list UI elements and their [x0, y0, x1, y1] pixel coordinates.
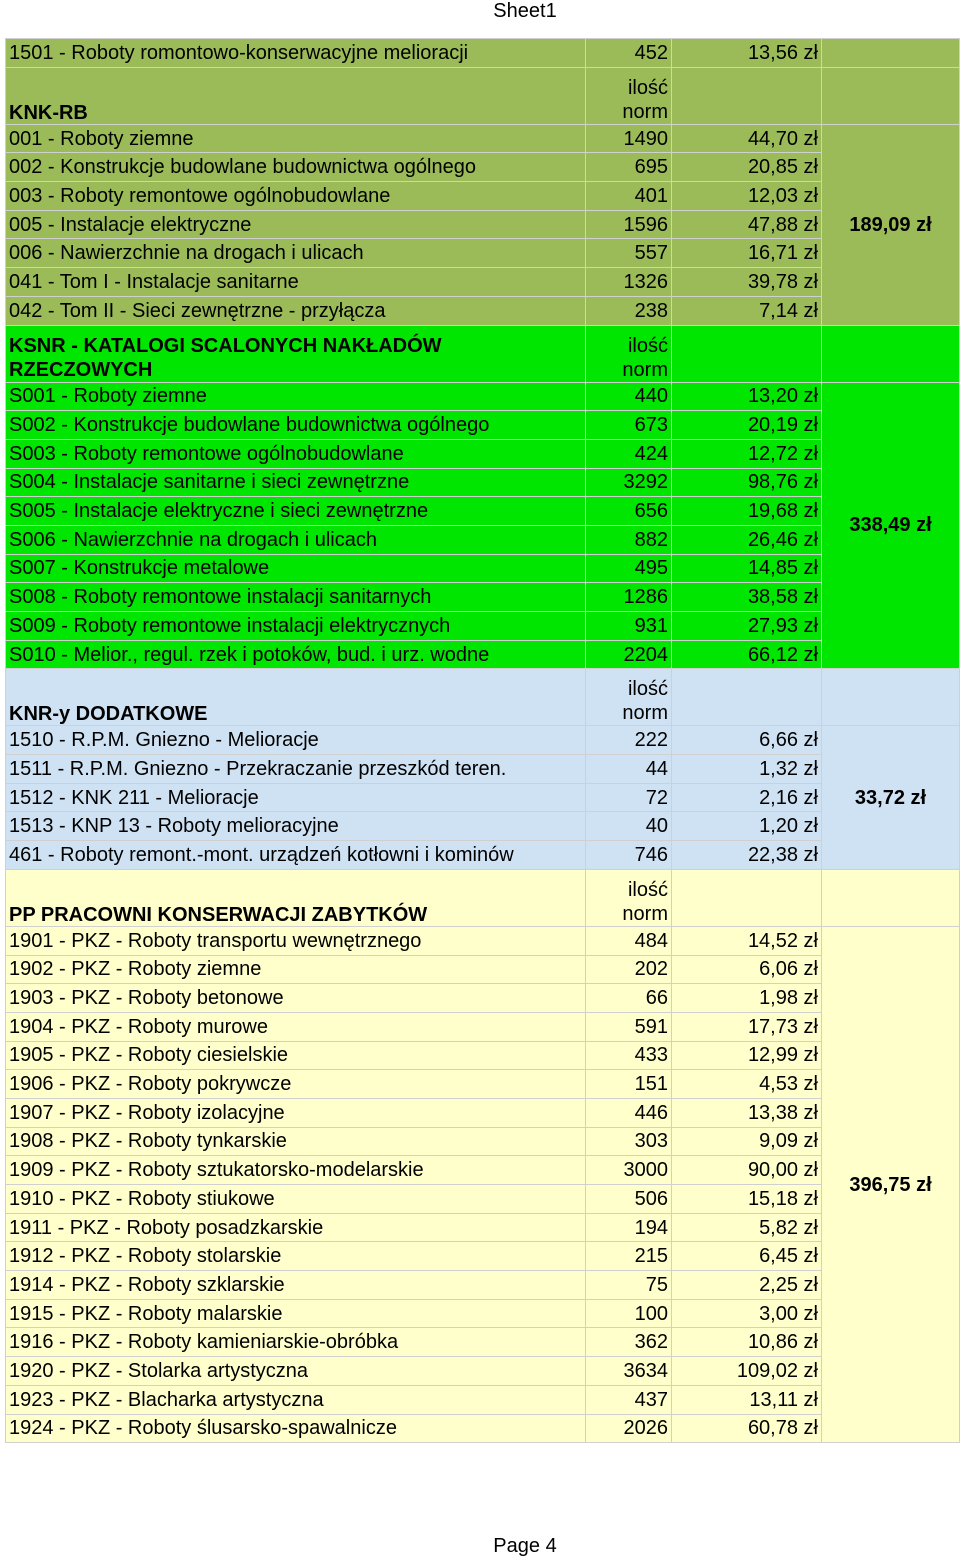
pricing-table-body — [6, 39, 960, 1443]
item-amount: 13,11 zł — [672, 1385, 822, 1414]
table-row — [6, 210, 960, 239]
item-name: 1907 - PKZ - Roboty izolacyjne — [6, 1098, 586, 1127]
item-amount: 13,38 zł — [672, 1098, 822, 1127]
group-header-row — [6, 67, 960, 124]
item-name: S005 - Instalacje elektryczne i sieci zewnętrzne — [6, 497, 586, 526]
group-title: KSNR - KATALOGI SCALONYCH NAKŁADÓW RZECZOWYCH — [6, 325, 586, 382]
item-amount: 15,18 zł — [672, 1185, 822, 1214]
item-qty: 3292 — [586, 468, 672, 497]
empty-cell — [822, 669, 960, 726]
item-amount: 1,32 zł — [672, 755, 822, 784]
item-name: 1915 - PKZ - Roboty malarskie — [6, 1299, 586, 1328]
table-row — [6, 1357, 960, 1386]
table-row — [6, 1414, 960, 1443]
qty-column-label: ilość norm — [586, 869, 672, 926]
item-name: S008 - Roboty remontowe instalacji sanitarnych — [6, 583, 586, 612]
table-row — [6, 926, 960, 955]
group-title: KNR-y DODATKOWE — [6, 669, 586, 726]
table-row — [6, 124, 960, 153]
table-row — [6, 783, 960, 812]
item-qty: 746 — [586, 841, 672, 870]
item-amount: 3,00 zł — [672, 1299, 822, 1328]
group-title: KNK-RB — [6, 67, 586, 124]
item-name: 002 - Konstrukcje budowlane budownictwa ogólnego — [6, 153, 586, 182]
item-amount: 12,99 zł — [672, 1041, 822, 1070]
item-amount: 22,38 zł — [672, 841, 822, 870]
item-name: 1901 - PKZ - Roboty transportu wewnętrznego — [6, 926, 586, 955]
item-name: 1909 - PKZ - Roboty sztukatorsko-modelarskie — [6, 1156, 586, 1185]
item-name: S009 - Roboty remontowe instalacji elektrycznych — [6, 612, 586, 641]
item-amount: 66,12 zł — [672, 640, 822, 669]
table-row — [6, 296, 960, 325]
item-qty: 433 — [586, 1041, 672, 1070]
table-row — [6, 1041, 960, 1070]
table-row — [6, 1098, 960, 1127]
table-row — [6, 39, 960, 68]
item-amount: 44,70 zł — [672, 124, 822, 153]
item-qty: 303 — [586, 1127, 672, 1156]
item-amount: 26,46 zł — [672, 525, 822, 554]
item-amount: 14,52 zł — [672, 926, 822, 955]
group-total: 338,49 zł — [822, 382, 960, 669]
item-qty: 1596 — [586, 210, 672, 239]
item-name: 1903 - PKZ - Roboty betonowe — [6, 984, 586, 1013]
empty-cell — [672, 67, 822, 124]
table-row — [6, 1213, 960, 1242]
item-amount: 60,78 zł — [672, 1414, 822, 1443]
item-qty: 424 — [586, 439, 672, 468]
item-amount: 6,66 zł — [672, 726, 822, 755]
item-name: S004 - Instalacje sanitarne i sieci zewnętrzne — [6, 468, 586, 497]
item-amount: 16,71 zł — [672, 239, 822, 268]
item-qty: 506 — [586, 1185, 672, 1214]
item-name: 1920 - PKZ - Stolarka artystyczna — [6, 1357, 586, 1386]
item-qty: 2026 — [586, 1414, 672, 1443]
item-amount: 13,56 zł — [672, 39, 822, 68]
item-qty: 100 — [586, 1299, 672, 1328]
item-qty: 215 — [586, 1242, 672, 1271]
item-amount: 2,25 zł — [672, 1271, 822, 1300]
table-row — [6, 955, 960, 984]
item-name: 1908 - PKZ - Roboty tynkarskie — [6, 1127, 586, 1156]
item-qty: 238 — [586, 296, 672, 325]
table-row — [6, 468, 960, 497]
table-row — [6, 1299, 960, 1328]
empty-cell — [822, 39, 960, 68]
table-row — [6, 583, 960, 612]
item-name: 1902 - PKZ - Roboty ziemne — [6, 955, 586, 984]
item-qty: 1490 — [586, 124, 672, 153]
item-qty: 66 — [586, 984, 672, 1013]
item-qty: 437 — [586, 1385, 672, 1414]
item-qty: 72 — [586, 783, 672, 812]
item-qty: 2204 — [586, 640, 672, 669]
item-qty: 401 — [586, 182, 672, 211]
table-row — [6, 1185, 960, 1214]
item-name: 1924 - PKZ - Roboty ślusarsko-spawalnicze — [6, 1414, 586, 1443]
item-name: 1906 - PKZ - Roboty pokrywcze — [6, 1070, 586, 1099]
item-name: S007 - Konstrukcje metalowe — [6, 554, 586, 583]
item-name: S006 - Nawierzchnie na drogach i ulicach — [6, 525, 586, 554]
empty-cell — [822, 325, 960, 382]
group-header-row — [6, 869, 960, 926]
item-name: 1916 - PKZ - Roboty kamieniarskie-obróbka — [6, 1328, 586, 1357]
item-amount: 1,20 zł — [672, 812, 822, 841]
item-qty: 452 — [586, 39, 672, 68]
item-qty: 882 — [586, 525, 672, 554]
item-qty: 3000 — [586, 1156, 672, 1185]
item-qty: 3634 — [586, 1357, 672, 1386]
item-qty: 151 — [586, 1070, 672, 1099]
item-qty: 673 — [586, 411, 672, 440]
table-row — [6, 812, 960, 841]
qty-column-label: ilość norm — [586, 325, 672, 382]
item-name: 1511 - R.P.M. Gniezno - Przekraczanie przeszkód teren. — [6, 755, 586, 784]
item-qty: 362 — [586, 1328, 672, 1357]
item-amount: 98,76 zł — [672, 468, 822, 497]
table-row — [6, 1385, 960, 1414]
table-row — [6, 439, 960, 468]
table-row — [6, 984, 960, 1013]
item-qty: 484 — [586, 926, 672, 955]
item-amount: 7,14 zł — [672, 296, 822, 325]
item-name: 006 - Nawierzchnie na drogach i ulicach — [6, 239, 586, 268]
item-qty: 1326 — [586, 268, 672, 297]
item-name: 003 - Roboty remontowe ogólnobudowlane — [6, 182, 586, 211]
empty-cell — [672, 669, 822, 726]
item-name: 1510 - R.P.M. Gniezno - Melioracje — [6, 726, 586, 755]
item-qty: 931 — [586, 612, 672, 641]
sheet-title: Sheet1 — [493, 0, 557, 22]
item-amount: 20,85 zł — [672, 153, 822, 182]
item-name: S003 - Roboty remontowe ogólnobudowlane — [6, 439, 586, 468]
table-row — [6, 497, 960, 526]
item-name: 1914 - PKZ - Roboty szklarskie — [6, 1271, 586, 1300]
item-qty: 40 — [586, 812, 672, 841]
item-amount: 5,82 zł — [672, 1213, 822, 1242]
item-amount: 13,20 zł — [672, 382, 822, 411]
item-qty: 202 — [586, 955, 672, 984]
item-amount: 12,72 zł — [672, 439, 822, 468]
item-name: 1911 - PKZ - Roboty posadzkarskie — [6, 1213, 586, 1242]
item-name: 005 - Instalacje elektryczne — [6, 210, 586, 239]
item-name: 1923 - PKZ - Blacharka artystyczna — [6, 1385, 586, 1414]
item-name: 041 - Tom I - Instalacje sanitarne — [6, 268, 586, 297]
table-row — [6, 382, 960, 411]
item-amount: 90,00 zł — [672, 1156, 822, 1185]
table-row — [6, 525, 960, 554]
item-qty: 440 — [586, 382, 672, 411]
group-header-row — [6, 669, 960, 726]
item-name: 1513 - KNP 13 - Roboty melioracyjne — [6, 812, 586, 841]
item-name: 1512 - KNK 211 - Melioracje — [6, 783, 586, 812]
item-qty: 495 — [586, 554, 672, 583]
item-name: 1910 - PKZ - Roboty stiukowe — [6, 1185, 586, 1214]
table-row — [6, 1127, 960, 1156]
table-row — [6, 153, 960, 182]
table-row — [6, 1271, 960, 1300]
table-row — [6, 182, 960, 211]
group-title: PP PRACOWNI KONSERWACJI ZABYTKÓW — [6, 869, 586, 926]
page-footer: Page 4 — [493, 1535, 557, 1557]
item-amount: 38,58 zł — [672, 583, 822, 612]
table-row — [6, 1070, 960, 1099]
pricing-table — [5, 38, 960, 1443]
item-name: 1904 - PKZ - Roboty murowe — [6, 1012, 586, 1041]
table-row — [6, 726, 960, 755]
table-row — [6, 411, 960, 440]
item-name: S010 - Melior., regul. rzek i potoków, bud. i urz. wodne — [6, 640, 586, 669]
item-name: 1905 - PKZ - Roboty ciesielskie — [6, 1041, 586, 1070]
table-row — [6, 1242, 960, 1271]
item-name: 1501 - Roboty romontowo-konserwacyjne melioracji — [6, 39, 586, 68]
item-name: 001 - Roboty ziemne — [6, 124, 586, 153]
item-amount: 10,86 zł — [672, 1328, 822, 1357]
item-amount: 12,03 zł — [672, 182, 822, 211]
group-header-row — [6, 325, 960, 382]
item-amount: 14,85 zł — [672, 554, 822, 583]
empty-cell — [822, 67, 960, 124]
table-row — [6, 841, 960, 870]
item-name: 461 - Roboty remont.-mont. urządzeń kotłowni i kominów — [6, 841, 586, 870]
item-amount: 17,73 zł — [672, 1012, 822, 1041]
item-name: 042 - Tom II - Sieci zewnętrzne - przyłącza — [6, 296, 586, 325]
item-amount: 20,19 zł — [672, 411, 822, 440]
item-amount: 47,88 zł — [672, 210, 822, 239]
item-amount: 6,45 zł — [672, 1242, 822, 1271]
table-row — [6, 554, 960, 583]
item-qty: 695 — [586, 153, 672, 182]
table-row — [6, 239, 960, 268]
item-amount: 9,09 zł — [672, 1127, 822, 1156]
qty-column-label: ilość norm — [586, 669, 672, 726]
item-amount: 39,78 zł — [672, 268, 822, 297]
table-row — [6, 640, 960, 669]
item-amount: 19,68 zł — [672, 497, 822, 526]
item-qty: 591 — [586, 1012, 672, 1041]
item-qty: 557 — [586, 239, 672, 268]
item-qty: 1286 — [586, 583, 672, 612]
item-name: S001 - Roboty ziemne — [6, 382, 586, 411]
qty-column-label: ilość norm — [586, 67, 672, 124]
table-row — [6, 612, 960, 641]
item-qty: 44 — [586, 755, 672, 784]
item-qty: 222 — [586, 726, 672, 755]
item-amount: 1,98 zł — [672, 984, 822, 1013]
item-qty: 446 — [586, 1098, 672, 1127]
item-name: S002 - Konstrukcje budowlane budownictwa ogólnego — [6, 411, 586, 440]
item-name: 1912 - PKZ - Roboty stolarskie — [6, 1242, 586, 1271]
item-qty: 75 — [586, 1271, 672, 1300]
empty-cell — [672, 869, 822, 926]
empty-cell — [672, 325, 822, 382]
item-amount: 27,93 zł — [672, 612, 822, 641]
item-qty: 194 — [586, 1213, 672, 1242]
table-row — [6, 1156, 960, 1185]
group-total: 396,75 zł — [822, 926, 960, 1442]
item-amount: 109,02 zł — [672, 1357, 822, 1386]
item-amount: 2,16 zł — [672, 783, 822, 812]
empty-cell — [822, 869, 960, 926]
group-total: 189,09 zł — [822, 124, 960, 325]
item-qty: 656 — [586, 497, 672, 526]
item-amount: 4,53 zł — [672, 1070, 822, 1099]
item-amount: 6,06 zł — [672, 955, 822, 984]
group-total: 33,72 zł — [822, 726, 960, 869]
table-row — [6, 755, 960, 784]
table-row — [6, 1328, 960, 1357]
table-row — [6, 1012, 960, 1041]
table-row — [6, 268, 960, 297]
